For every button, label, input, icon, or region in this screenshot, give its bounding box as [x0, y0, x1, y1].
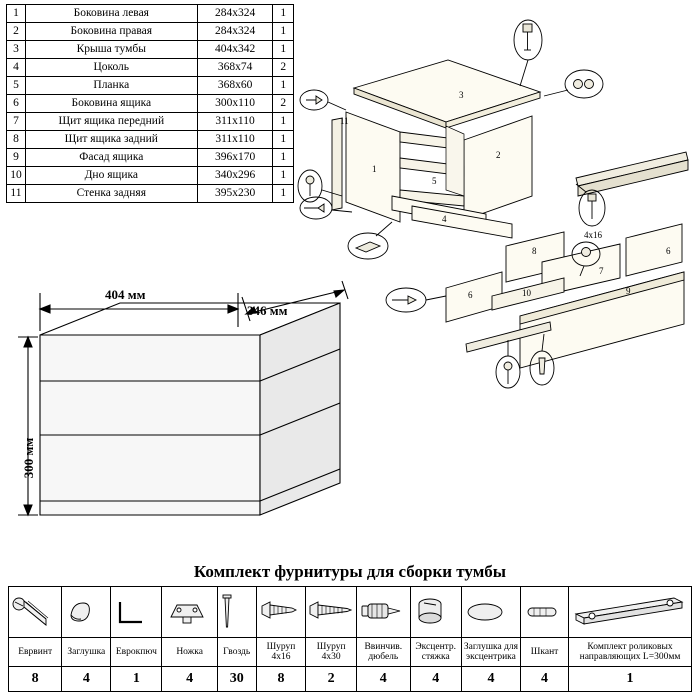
hardware-qty: 8: [9, 667, 62, 692]
hardware-qty: 4: [521, 667, 569, 692]
part-qty: 1: [273, 131, 294, 149]
hardware-name: Еврвинт: [9, 638, 62, 667]
hardware-name: Эксцентр. стяжка: [410, 638, 461, 667]
part-number: 10: [7, 167, 26, 185]
part-qty: 1: [273, 185, 294, 203]
part-name: Щит ящика передний: [25, 113, 197, 131]
dimension-height-label: 300 мм: [21, 437, 37, 479]
table-row: [7, 167, 294, 185]
cam-cover-icon: [461, 587, 520, 638]
exploded-label-5: 5: [432, 176, 437, 186]
hardware-qty: 2: [306, 667, 357, 692]
table-row: [7, 185, 294, 203]
part-qty: 1: [273, 167, 294, 185]
part-size: 311х110: [197, 131, 273, 149]
part-name: Боковина правая: [25, 23, 197, 41]
part-number: 3: [7, 41, 26, 59]
part-qty: 1: [273, 149, 294, 167]
part-number: 11: [7, 185, 26, 203]
part-number: 7: [7, 113, 26, 131]
allen-key-icon: [111, 587, 162, 638]
part-size: 284х324: [197, 23, 273, 41]
part-size: 368х60: [197, 77, 273, 95]
exploded-label-6r: 6: [666, 246, 671, 256]
hardware-name: Шуруп 4х30: [306, 638, 357, 667]
part-name: Фасад ящика: [25, 149, 197, 167]
exploded-label-7: 7: [599, 266, 604, 276]
hardware-qty: 4: [162, 667, 217, 692]
part-name: Планка: [25, 77, 197, 95]
hardware-qty: 1: [111, 667, 162, 692]
exploded-label-6l: 6: [468, 290, 473, 300]
hardware-name-row: [9, 638, 692, 667]
hardware-qty: 30: [217, 667, 256, 692]
table-row: [7, 95, 294, 113]
hardware-qty: 8: [256, 667, 306, 692]
part-size: 340х296: [197, 167, 273, 185]
part-name: Дно ящика: [25, 167, 197, 185]
hardware-qty: 1: [569, 667, 692, 692]
dimension-width-label: 404 мм: [105, 287, 146, 302]
dowel-screw-icon: [356, 587, 410, 638]
hardware-name: Шуруп 4х16: [256, 638, 306, 667]
cap-plug-icon: [62, 587, 111, 638]
hardware-table: [8, 586, 692, 692]
hardware-section-title: Комплект фурнитуры для сборки тумбы: [193, 562, 507, 581]
part-number: 8: [7, 131, 26, 149]
exploded-label-3: 3: [459, 90, 464, 100]
screw-4x30-icon: [306, 587, 357, 638]
part-qty: 2: [273, 59, 294, 77]
part-number: 2: [7, 23, 26, 41]
part-size: 404х342: [197, 41, 273, 59]
nail-icon: [217, 587, 256, 638]
part-qty: 1: [273, 23, 294, 41]
hardware-qty: 4: [356, 667, 410, 692]
part-name: Боковина ящика: [25, 95, 197, 113]
part-number: 9: [7, 149, 26, 167]
table-row: [7, 149, 294, 167]
hardware-name: Комплект роликовых направляющих L=300мм: [569, 638, 692, 667]
exploded-label-1: 1: [372, 164, 377, 174]
exploded-label-4a: 4: [442, 214, 447, 224]
table-row: [7, 23, 294, 41]
part-number: 6: [7, 95, 26, 113]
part-name: Щит ящика задний: [25, 131, 197, 149]
part-number: 1: [7, 5, 26, 23]
exploded-label-9: 9: [626, 286, 631, 296]
part-qty: 1: [273, 77, 294, 95]
parts-table-body: [7, 5, 294, 203]
part-name: Крыша тумбы: [25, 41, 197, 59]
part-qty: 1: [273, 41, 294, 59]
hardware-icon-row: [9, 587, 692, 638]
part-size: 396х170: [197, 149, 273, 167]
dimension-depth-label: 346 мм: [247, 303, 288, 318]
hardware-name: Ввинчив. дюбель: [356, 638, 410, 667]
exploded-label-2: 2: [496, 150, 501, 160]
hardware-name: Еврокпюч: [111, 638, 162, 667]
table-row: [7, 5, 294, 23]
part-name: Боковина левая: [25, 5, 197, 23]
furniture-leg-icon: [162, 587, 217, 638]
table-row: [7, 113, 294, 131]
part-size: 395х230: [197, 185, 273, 203]
table-row: [7, 41, 294, 59]
table-row: [7, 131, 294, 149]
table-row: [7, 77, 294, 95]
exploded-label-8: 8: [532, 246, 537, 256]
hardware-qty: 4: [461, 667, 520, 692]
part-size: 300х110: [197, 95, 273, 113]
part-name: Стенка задняя: [25, 185, 197, 203]
hardware-name: Заглушка для эксцентрика: [461, 638, 520, 667]
hardware-name: Гвоздь: [217, 638, 256, 667]
hardware-qty-row: [9, 667, 692, 692]
part-number: 4: [7, 59, 26, 77]
hardware-name: Шкант: [521, 638, 569, 667]
part-name: Цоколь: [25, 59, 197, 77]
part-size: 311х110: [197, 113, 273, 131]
hardware-qty: 4: [62, 667, 111, 692]
part-number: 5: [7, 77, 26, 95]
hardware-qty: 4: [410, 667, 461, 692]
part-size: 284х324: [197, 5, 273, 23]
screw-4x16-icon: [256, 587, 306, 638]
part-size: 368х74: [197, 59, 273, 77]
dowel-icon: [521, 587, 569, 638]
part-qty: 1: [273, 113, 294, 131]
exploded-label-11: 11: [340, 116, 349, 126]
drawer-slides-icon: [569, 587, 692, 638]
exploded-label-4x16: 4х16: [584, 230, 602, 240]
euro-screw-icon: [9, 587, 62, 638]
exploded-label-10: 10: [522, 288, 531, 298]
part-qty: 2: [273, 95, 294, 113]
part-qty: 1: [273, 5, 294, 23]
dimensioned-cabinet-drawing: [10, 275, 390, 555]
cam-lock-icon: [410, 587, 461, 638]
parts-table: [6, 4, 294, 203]
table-row: [7, 59, 294, 77]
hardware-name: Заглушка: [62, 638, 111, 667]
hardware-name: Ножка: [162, 638, 217, 667]
